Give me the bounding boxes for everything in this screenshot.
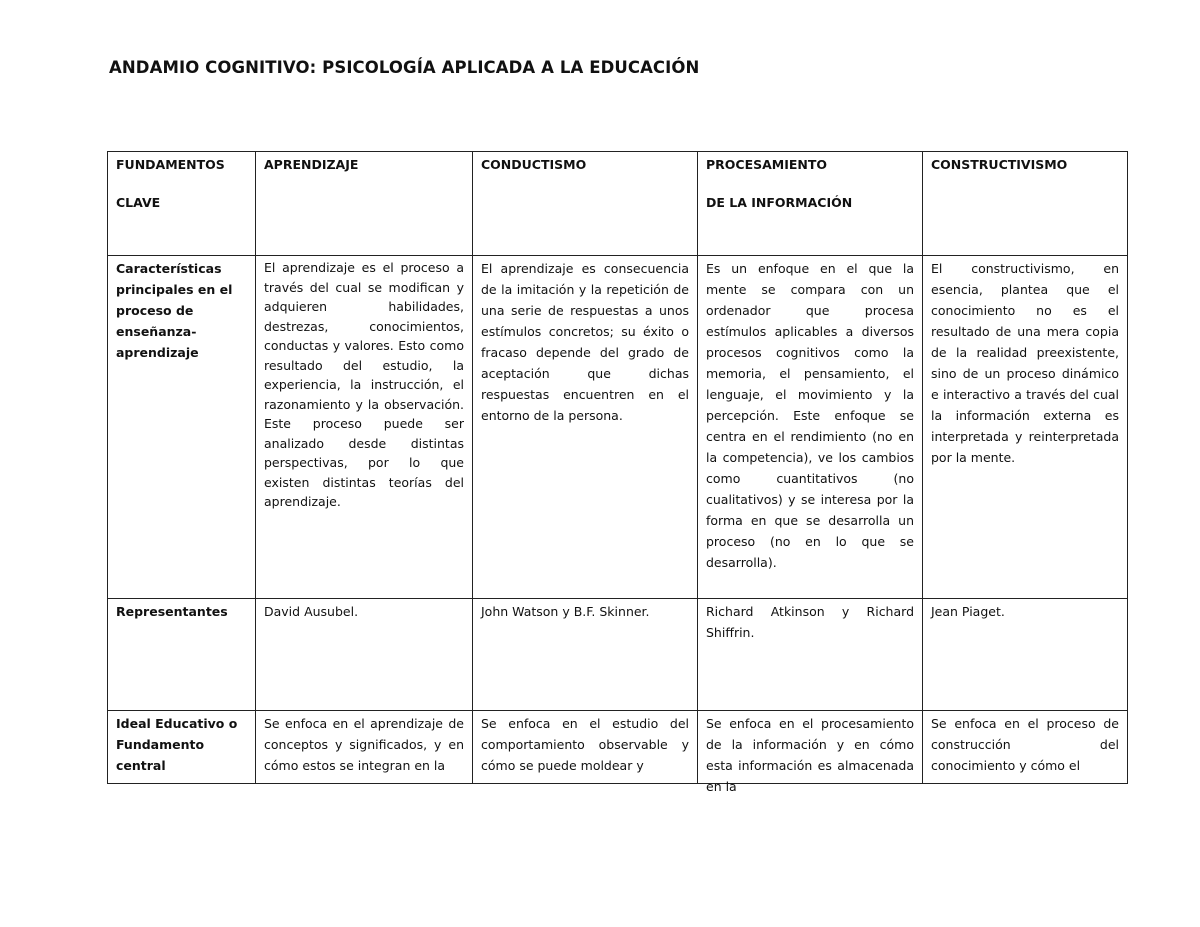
comparison-table: [107, 151, 1128, 794]
header-fundamentos-line2: CLAVE: [116, 195, 161, 210]
table-row-ideal: [108, 711, 1128, 784]
document-title: ANDAMIO COGNITIVO: PSICOLOGÍA APLICADA A LA EDUCACIÓN: [109, 58, 700, 77]
header-fundamentos-line1: FUNDAMENTOS: [116, 157, 225, 172]
table-header-row: [108, 152, 1128, 256]
header-aprendizaje: APRENDIZAJE: [256, 152, 473, 256]
header-conductismo: CONDUCTISMO: [473, 152, 698, 256]
cell-representantes-aprendizaje: David Ausubel.: [256, 599, 473, 711]
row-label-caracteristicas: Características principales en el proceso de enseñanza-aprendizaje: [108, 256, 256, 599]
header-constructivismo: CONSTRUCTIVISMO: [923, 152, 1128, 256]
header-procesamiento-line1: PROCESAMIENTO: [706, 157, 828, 172]
cell-caracteristicas-conductismo: El aprendizaje es consecuencia de la imitación y la repetición de una serie de respuestas a unos estímulos concretos; su éxito o fracaso depende del grado de aceptación que dichas respuestas encuentren en el entorno de la persona.: [473, 256, 698, 599]
cell-representantes-procesamiento: Richard Atkinson y Richard Shiffrin.: [698, 599, 923, 711]
cell-caracteristicas-aprendizaje: El aprendizaje es el proceso a través del cual se modifican y adquieren habilidades, destrezas, conocimientos, conductas y valores. Esto como resultado del estudio, la experiencia, la instrucción, el razonamiento y la observación. Este proceso puede ser analizado desde distintas perspectivas, por lo que existen distintas teorías del aprendizaje.: [256, 256, 473, 599]
cell-caracteristicas-procesamiento: Es un enfoque en el que la mente se compara con un ordenador que procesa estímulos aplicables a diversos procesos cognitivos como la memoria, el pensamiento, el lenguaje, el movimiento y la percepción. Este enfoque se centra en el rendimiento (no en la competencia), ve los cambios como cuantitativos (no cualitativos) y se interesa por la forma en que se desarrolla un proceso (no en lo que se desarrolla).: [698, 256, 923, 599]
row-label-ideal-text: Ideal Educativo o Fundamento central: [116, 716, 238, 773]
header-procesamiento: [698, 152, 923, 256]
cell-caracteristicas-constructivismo: El constructivismo, en esencia, plantea que el conocimiento no es el resultado de una mera copia de la realidad preexistente, sino de un proceso dinámico e interactivo a través del cual la información externa es interpretada y reinterpretada por la mente.: [923, 256, 1128, 599]
table-row-representantes: [108, 599, 1128, 711]
header-procesamiento-line2: DE LA INFORMACIÓN: [706, 195, 853, 210]
cell-ideal-constructivismo: [923, 711, 1128, 784]
cell-ideal-constructivismo-text: Se enfoca en el proceso de construcción del conocimiento y cómo el: [931, 716, 1119, 773]
header-fundamentos-clave: [108, 152, 256, 256]
row-label-ideal: [108, 711, 256, 784]
cell-ideal-conductismo: [473, 711, 698, 784]
row-label-representantes: Representantes: [108, 599, 256, 711]
cell-ideal-aprendizaje: [256, 711, 473, 784]
cell-ideal-procesamiento: [698, 711, 923, 794]
cell-ideal-conductismo-text: Se enfoca en el estudio del comportamiento observable y cómo se puede moldear y: [481, 716, 689, 773]
cell-representantes-constructivismo: Jean Piaget.: [923, 599, 1128, 711]
table-row-caracteristicas: [108, 256, 1128, 599]
cell-ideal-aprendizaje-text: Se enfoca en el aprendizaje de conceptos y significados, y en cómo estos se integran en la: [264, 716, 464, 773]
cell-ideal-procesamiento-text: Se enfoca en el procesamiento de la información y en cómo esta información es almacenada en la: [706, 716, 914, 794]
cell-representantes-conductismo: John Watson y B.F. Skinner.: [473, 599, 698, 711]
